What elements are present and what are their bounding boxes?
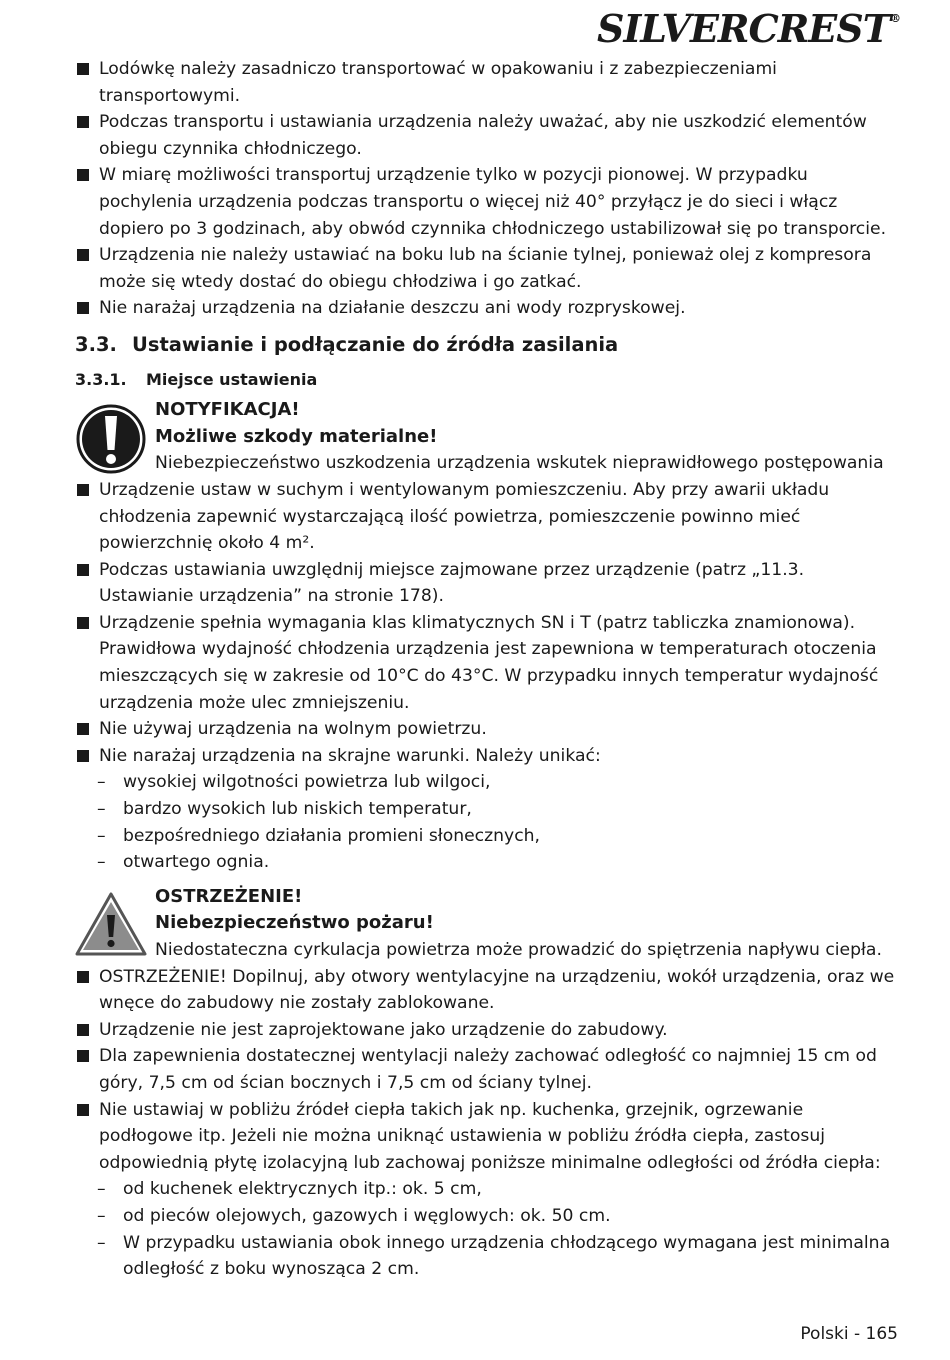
subsection-number: 3.3.1. — [75, 369, 127, 389]
dash-marker: – — [97, 772, 106, 793]
dash-marker: – — [97, 799, 106, 820]
dash-item — [75, 823, 901, 850]
dash-text: bezpośredniego działania promieni słonecznych, — [123, 825, 541, 846]
list-item: Urządzenie spełnia wymagania klas klimatycznych SN i T (patrz tabliczka znamionowa). Prawidłowa wydajność chłodzenia urządzenia jest zapewniona w temperaturach otoczenia mieszczących się w zakresie od 10°C do 43°C. W przypadku innych temperatur wydajność urządzenia może ulec zmniejszeniu. — [75, 610, 901, 716]
warning-subtitle: Niebezpieczeństwo pożaru! — [155, 912, 434, 934]
list-item: Dla zapewnienia dostatecznej wentylacji należy zachować odległość co najmniej 15 cm od góry, 7,5 cm od ścian bocznych i 7,5 cm od ściany tylnej. — [75, 1043, 901, 1096]
section-title: Ustawianie i podłączanie do źródła zasilania — [132, 332, 619, 356]
dash-marker: – — [97, 1179, 106, 1200]
list-item: Urządzenie nie jest zaprojektowane jako urządzenie do zabudowy. — [75, 1017, 901, 1044]
section-number: 3.3. — [75, 332, 117, 356]
list-item: Podczas ustawiania uwzględnij miejsce zajmowane przez urządzenie (patrz „11.3. Ustawianie urządzenia” na stronie 178). — [75, 557, 901, 610]
warning-text: Niedostateczna cyrkulacja powietrza może prowadzić do spiętrzenia napływu ciepła. — [155, 940, 882, 960]
section-heading — [75, 332, 901, 359]
list-item: Urządzenia nie należy ustawiać na boku lub na ścianie tylnej, ponieważ olej z kompresora może się wtedy dostać do obiegu chłodziwa i go zatkać. — [75, 242, 901, 295]
dash-item — [75, 1230, 901, 1283]
dash-item — [75, 769, 901, 796]
dash-marker: – — [97, 852, 106, 873]
notice-title: NOTYFIKACJA! — [155, 399, 300, 421]
subsection-heading — [75, 367, 901, 394]
dash-item — [75, 1176, 901, 1203]
dash-text: otwartego ognia. — [123, 852, 270, 873]
list-item: Podczas transportu i ustawiania urządzenia należy uważać, aby nie uszkodzić elementów obiegu czynnika chłodniczego. — [75, 109, 901, 162]
page-footer: Polski - 165 — [800, 1324, 898, 1344]
dash-item — [75, 849, 901, 876]
dash-marker: – — [97, 1205, 106, 1226]
list-item: W miarę możliwości transportuj urządzenie tylko w pozycji pionowej. W przypadku pochylenia urządzenia podczas transportu o więcej niż 40° przyłącz je do sieci i włącz dopiero po 3 godzinach, aby obwód czynnika chłodniczego ustabilizował się po transporcie. — [75, 162, 901, 242]
dash-marker: – — [97, 825, 106, 846]
notice-text: Niebezpieczeństwo uszkodzenia urządzenia wskutek nieprawidłowego postępowania — [155, 453, 884, 474]
logo-text: SILVERCREST — [597, 6, 890, 51]
dash-text: wysokiej wilgotności powietrza lub wilgoci, — [123, 772, 491, 793]
list-item: Nie narażaj urządzenia na działanie deszczu ani wody rozpryskowej. — [75, 295, 901, 322]
list-item: Urządzenie ustaw w suchym i wentylowanym pomieszczeniu. Aby przy awarii układu chłodzenia zapewnić wystarczającą ilość powietrza, pomieszczenie powinno mieć powierzchnię około 4 m². — [75, 477, 901, 557]
list-item: OSTRZEŻENIE! Dopilnuj, aby otwory wentylacyjne na urządzeniu, wokół urządzenia, oraz we wnęce do zabudowy nie zostały zablokowane. — [75, 964, 901, 1017]
exclamation-circle-icon — [75, 403, 147, 475]
silvercrest-logo — [597, 6, 900, 51]
notice-box — [75, 397, 901, 477]
dash-item — [75, 1203, 901, 1230]
dash-text: od pieców olejowych, gazowych i węglowych: ok. 50 cm. — [123, 1205, 611, 1226]
list-item: Nie narażaj urządzenia na skrajne warunki. Należy unikać: — [75, 743, 901, 770]
dash-text: bardzo wysokich lub niskich temperatur, — [123, 799, 472, 820]
list-item: Nie używaj urządzenia na wolnym powietrzu. — [75, 716, 901, 743]
page-content — [75, 56, 901, 1283]
warning-triangle-icon — [75, 888, 147, 960]
dash-text: od kuchenek elektrycznych itp.: ok. 5 cm, — [123, 1179, 482, 1200]
list-item: Lodówkę należy zasadniczo transportować w opakowaniu i z zabezpieczeniami transportowymi. — [75, 56, 901, 109]
list-item: Nie ustawiaj w pobliżu źródeł ciepła takich jak np. kuchenka, grzejnik, ogrzewanie podłogowe itp. Jeżeli nie można uniknąć ustawienia w pobliżu źródła ciepła, zastosuj odpowiednią płytę izolacyjną lub zachowaj poniższe minimalne odległości od źródła ciepła: — [75, 1097, 901, 1177]
dash-marker: – — [97, 1232, 106, 1253]
notice-subtitle: Możliwe szkody materialne! — [155, 425, 438, 447]
registered-mark: ® — [890, 12, 900, 25]
warning-title: OSTRZEŻENIE! — [155, 885, 303, 907]
dash-text: W przypadku ustawiania obok innego urządzenia chłodzącego wymagana jest minimalna odległość z boku wynosząca 2 cm. — [123, 1232, 891, 1280]
warning-box — [75, 884, 901, 964]
dash-item — [75, 796, 901, 823]
subsection-title: Miejsce ustawienia — [146, 369, 318, 389]
